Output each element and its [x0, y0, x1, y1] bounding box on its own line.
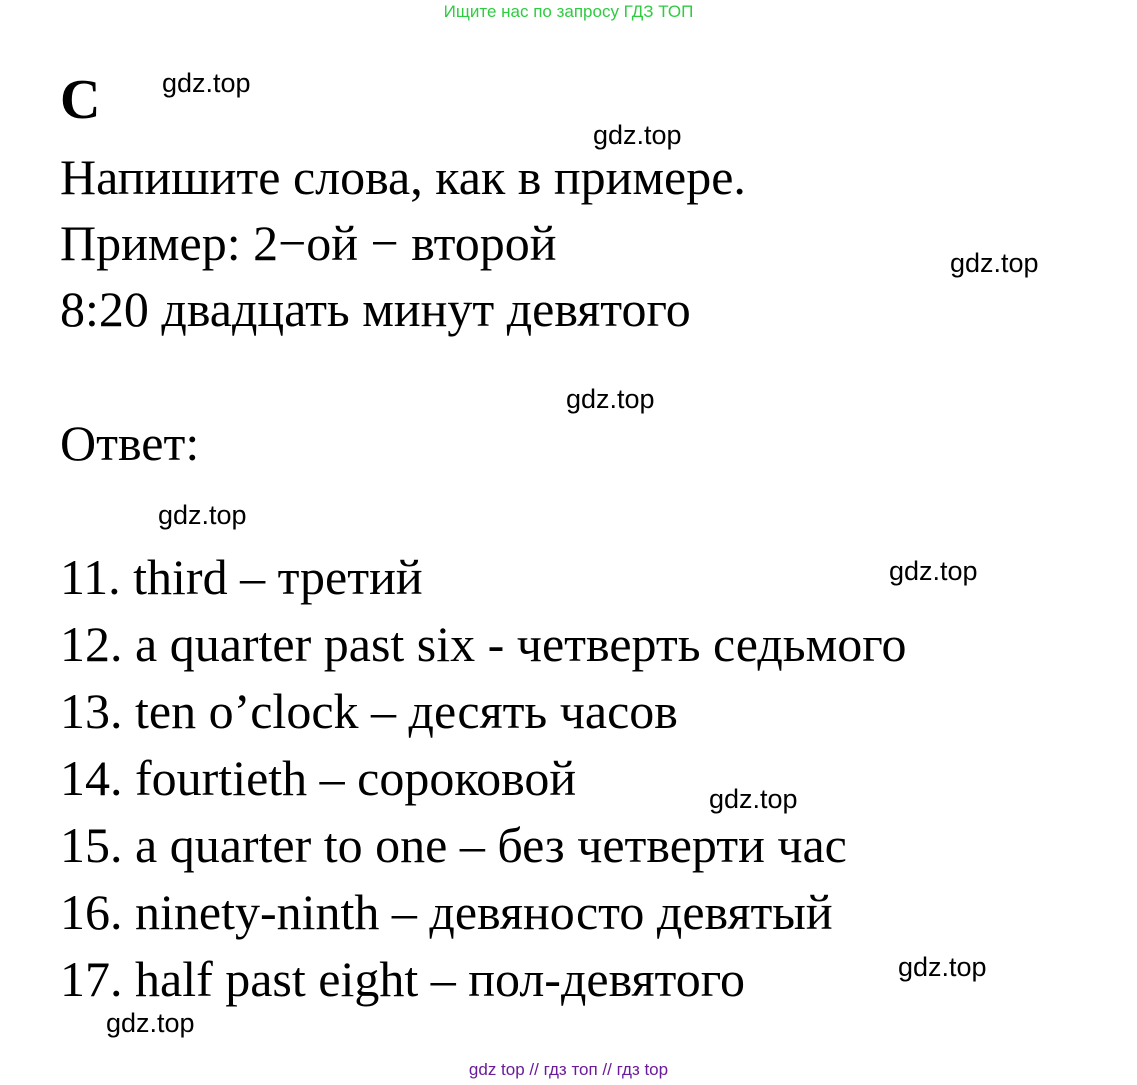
task-letter: C [60, 69, 101, 131]
watermark: gdz.top [158, 500, 247, 530]
answer-item: 12. a quarter past six - четверть седьмого [60, 616, 907, 672]
answer-item: 14. fourtieth – сороковой [60, 750, 577, 806]
top-banner: Ищите нас по запросу ГДЗ ТОП [443, 2, 694, 21]
watermark: gdz.top [709, 784, 798, 814]
answer-item: 15. a quarter to one – без четверти час [60, 817, 847, 873]
watermark: gdz.top [162, 68, 251, 98]
answer-item: 17. half past eight – пол-девятого [60, 951, 745, 1007]
answer-label: Ответ: [60, 415, 200, 471]
answer-item: 13. ten o’clock – десять часов [60, 683, 678, 739]
answer-item: 16. ninety-ninth – девяносто девятый [60, 884, 833, 940]
watermark: gdz.top [950, 248, 1039, 278]
watermark: gdz.top [889, 556, 978, 586]
instruction-text: Напишите слова, как в примере. [60, 149, 746, 205]
example-line-2: 8:20 двадцать минут девятого [60, 281, 691, 337]
watermark: gdz.top [106, 1008, 195, 1038]
answer-item: 11. third – третий [60, 549, 423, 605]
watermark: gdz.top [593, 120, 682, 150]
watermark: gdz.top [566, 384, 655, 414]
footer-watermark: gdz top // гдз топ // гдз top [468, 1060, 669, 1079]
watermark: gdz.top [898, 952, 987, 982]
example-line: Пример: 2−ой − второй [60, 215, 557, 271]
